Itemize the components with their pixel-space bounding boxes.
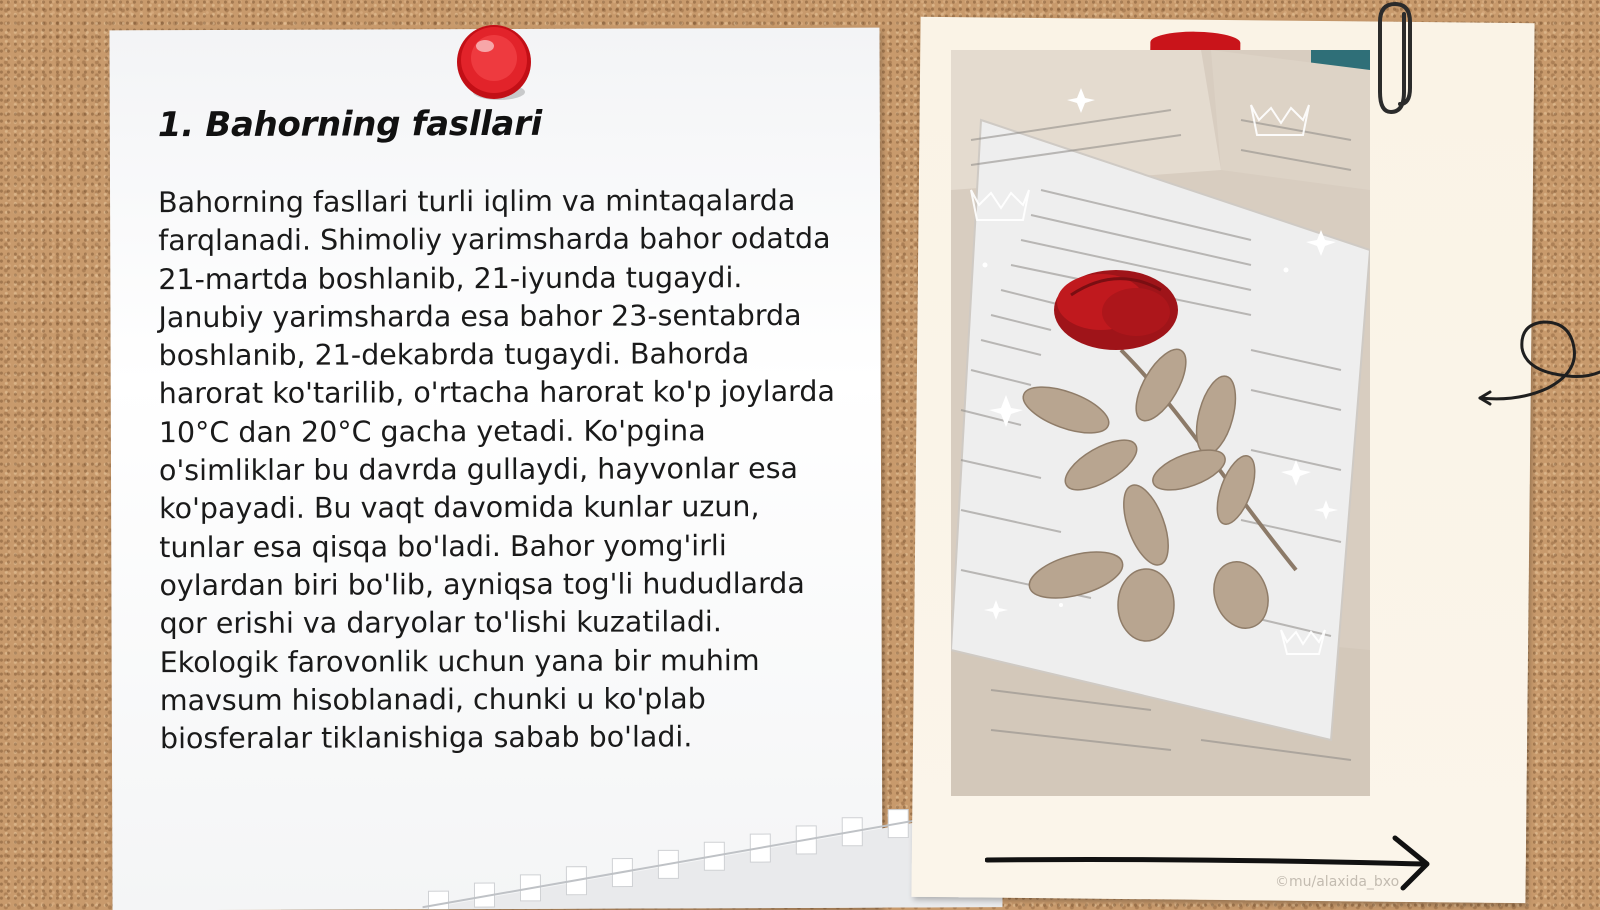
pressed-rose-photo xyxy=(951,50,1370,796)
note-card xyxy=(109,28,882,910)
note-body: Bahorning fasllari turli iqlim va mintaqalarda farqlanadi. Shimoliy yarimsharda bahor odatda 21-martda boshlanib, 21-iyunda tugaydi. Janubiy yarimsharda esa bahor 23-sentabrda boshlanib, 21-dekabrda tugaydi. Bahorda harorat ko'tarilib, o'rtacha harorat ko'p joylarda 10°C dan 20°C gacha yetadi. Ko'pgina o'simliklar bu davrda gullaydi, hayvonlar esa ko'payadi. Bu vaqt davomida kunlar uzun, tunlar esa qisqa bo'ladi. Bahor yomg'irli oylardan biri bo'lib, ayniqsa tog'li hududlarda qor erishi va daryolar to'lishi kuzatiladi. Ekologik farovonlik uchun yana bir muhim mavsum hisoblanadi, chunki u ko'plab biosferalar tiklanishiga sabab bo'ladi. xyxy=(158,183,835,756)
scribble-decoration xyxy=(1478,310,1600,410)
push-pin-icon xyxy=(455,22,535,104)
photo-watermark: ©mu/alaxida_bxo xyxy=(1275,874,1400,890)
note-title: 1. Bahorning fasllari xyxy=(157,103,543,146)
paper-clip-icon xyxy=(1376,0,1418,125)
